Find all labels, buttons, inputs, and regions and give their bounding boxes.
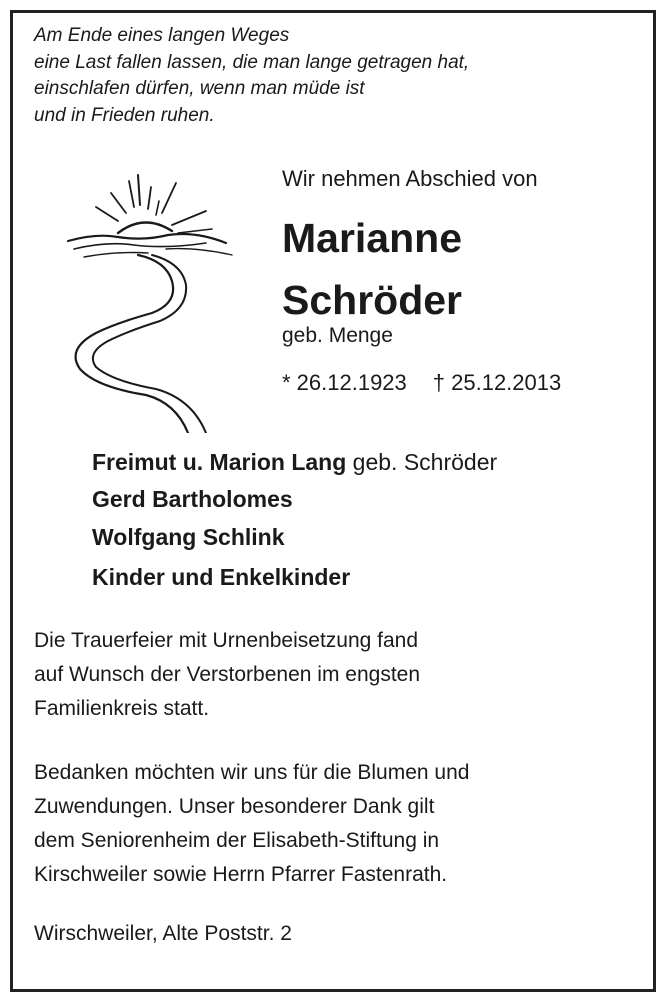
death-date: † 25.12.2013 <box>432 370 562 395</box>
mourner-line <box>92 564 350 591</box>
poem <box>34 23 469 129</box>
poem-line: und in Frieden ruhen. <box>34 104 215 126</box>
mourner-line <box>92 524 285 551</box>
funeral-note-line: auf Wunsch der Verstorbenen im engsten <box>34 663 421 686</box>
farewell-intro: Wir nehmen Abschied von <box>282 166 538 191</box>
mourner-name: Kinder und Enkelkinder <box>92 564 351 590</box>
funeral-note-line: Familienkreis statt. <box>34 697 210 720</box>
mourner-name: Freimut u. Marion Lang <box>92 449 347 475</box>
thanks-note-line: Bedanken möchten wir uns für die Blumen und <box>34 761 470 784</box>
thanks-note <box>34 756 469 892</box>
poem-line: Am Ende eines langen Weges <box>34 25 290 46</box>
thanks-note-line: dem Seniorenheim der Elisabeth-Stiftung in <box>34 829 440 852</box>
address: Wirschweiler, Alte Poststr. 2 <box>34 922 292 945</box>
mourner-line <box>92 486 293 513</box>
poem-line: eine Last fallen lassen, die man lange getragen hat, <box>34 51 470 73</box>
birth-date: * 26.12.1923 <box>282 370 407 395</box>
mourner-name: Gerd Bartholomes <box>92 486 293 512</box>
mourner-name: Wolfgang Schlink <box>92 524 285 550</box>
deceased-birth-name: geb. Menge <box>282 324 393 347</box>
funeral-note-line: Die Trauerfeier mit Urnenbeisetzung fand <box>34 629 419 652</box>
deceased-first-name: Marianne <box>282 215 462 261</box>
mourner-line <box>92 449 497 476</box>
funeral-note <box>34 624 420 726</box>
mourner-suffix: geb. Schröder <box>346 449 498 475</box>
thanks-note-line: Kirschweiler sowie Herrn Pfarrer Fastenrath. <box>34 863 448 886</box>
deceased-last-name: Schröder <box>282 277 462 323</box>
thanks-note-line: Zuwendungen. Unser besonderer Dank gilt <box>34 795 435 818</box>
life-dates <box>282 370 561 396</box>
sunset-path-icon <box>56 163 246 433</box>
poem-line: einschlafen dürfen, wenn man müde ist <box>34 78 365 99</box>
